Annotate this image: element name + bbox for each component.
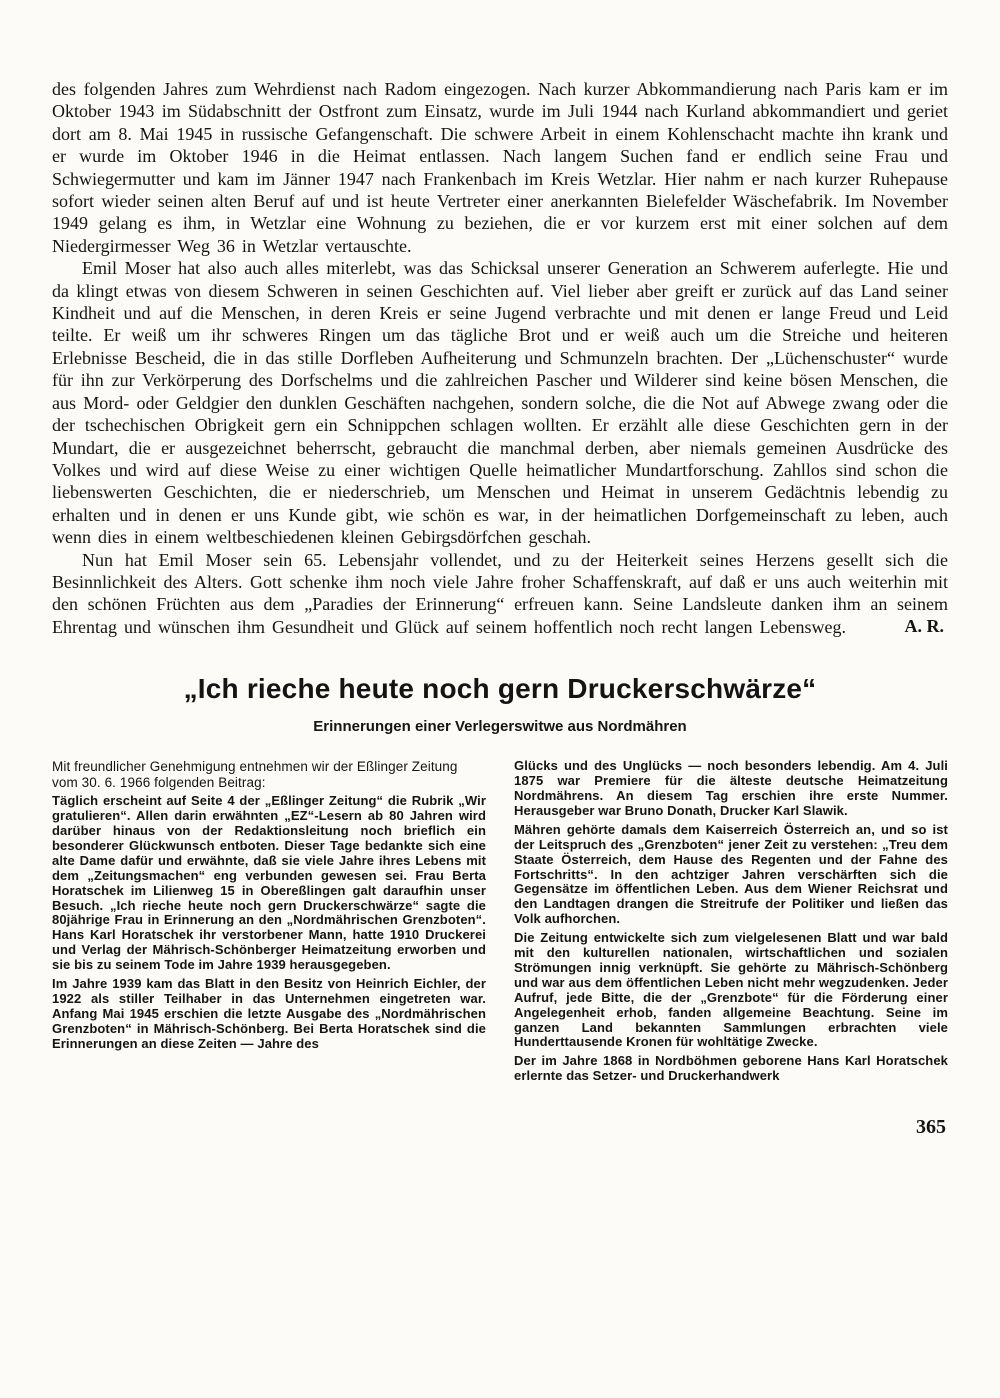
top-article-paragraph-1: des folgenden Jahres zum Wehrdienst nach Radom eingezogen. Nach kurzer Abkommandierung nach Paris kam er im Oktober 1943 im Südabschnitt der Ostfront zum Einsatz, wurde im Juli 1944 nach Kurland abkommandiert und geriet dort am 8. Mai 1945 in russische Gefangenschaft. Die schwere Arbeit in einem Kohlenschacht machte ihn krank und er wurde im Oktober 1946 in die Heimat entlassen. Nach langem Suchen fand er endlich seine Frau und Schwiegermutter und kam im Jänner 1947 nach Frankenbach im Kreis Wetzlar. Hier nahm er nach kurzer Ruhepause sofort wieder seinen alten Beruf auf und ist heute Vertreter einer anerkannten Bielefelder Wäschefabrik. Im November 1949 gelang es ihm, in Wetzlar eine Wohnung zu beziehen, die er vor kurzem erst mit einer solchen auf dem Niedergirmesser Weg 36 in Wetzlar vertauschte. bbox=[52, 79, 948, 256]
right-column bbox=[514, 759, 948, 1088]
editorial-intro-note: Mit freundlicher Genehmigung entnehmen wir der Eßlinger Zeitung vom 30. 6. 1966 folgenden Beitrag: bbox=[52, 759, 458, 790]
right-column-paragraph-3: Die Zeitung entwickelte sich zum vielgelesenen Blatt und war bald mit den kulturellen nationalen, wirtschaftlichen und sozialen Strömungen innig verknüpft. Sie gehörte zu Mährisch-Schönberg und war aus dem öffentlichen Leben nicht mehr wegzudenken. Jeder Aufruf, jede Bitte, die der „Grenzbote“ für die Förderung einer Angelegenheit erhob, fanden allgemeine Beachtung. Seine im ganzen Land bekannten Sammlungen erbrachten viele Hunderttausende Kronen für wohltätige Zwecke. bbox=[514, 930, 948, 1050]
article-subtitle: Erinnerungen einer Verlegerswitwe aus Nordmähren bbox=[313, 718, 687, 736]
author-initials: A. R. bbox=[904, 616, 944, 637]
top-article bbox=[52, 78, 948, 638]
left-column-paragraph-2: Im Jahre 1939 kam das Blatt in den Besitz von Heinrich Eichler, der 1922 als stiller Teilhaber in das Unternehmen eingetreten war. Anfang Mai 1945 erschien die letzte Ausgabe des „Nordmährischen Grenzboten“ in Mährisch-Schönberg. Bei Berta Horatschek sind die Erinnerungen an diese Zeiten — Jahre des bbox=[52, 976, 486, 1051]
left-column bbox=[52, 759, 486, 1088]
two-column-section bbox=[52, 759, 948, 1088]
page-number: 365 bbox=[916, 1116, 946, 1139]
right-column-paragraph-2: Mähren gehörte damals dem Kaiserreich Österreich an, und so ist der Leitspruch des „Grenzboten“ jener Zeit zu verstehen: „Treu dem Staate Österreich, dem Hause des Regenten und der Fahne des Fortschritts“. In den achtziger Jahren verschärften sich die Gegensätze im öffentlichen Leben. Aus dem Wiener Reichsrat und den Landtagen drangen die Streitrufe der Politiker und ließen das Volk aufhorchen. bbox=[514, 821, 948, 927]
top-article-paragraph-3: Nun hat Emil Moser sein 65. Lebensjahr vollendet, und zu der Heiterkeit seines Herzens gesellt sich die Besinnlichkeit des Alters. Gott schenke ihm noch viele Jahre froher Schaffenskraft, auf daß er uns auch weiterhin mit den schönen Früchten aus dem „Paradies der Erinnerung“ erfreuen kann. Seine Landsleute danken ihm an seinem Ehrentag und wünschen ihm Gesundheit und Glück auf seinem hoffentlich noch recht langen Lebensweg. bbox=[52, 549, 948, 637]
top-article-paragraph-2: Emil Moser hat also auch alles miterlebt, was das Schicksal unserer Generation an Schwerem auferlegte. Hie und da klingt etwas von diesem Schweren in seinen Geschichten auf. Viel lieber aber greift er zurück auf das Land seiner Kindheit und auf die Menschen, in deren Kreis er seine Jugend verbrachte und mit denen er lange Freud und Leid teilte. Er weiß um ihr schweres Ringen um das tägliche Brot und er weiß auch um die Streiche und heiteren Erlebnisse Bescheid, die in das stille Dorfleben Aufheiterung und Schmunzeln brachten. Der „Lüchenschuster“ wurde für ihn zur Verkörperung des Dorfschelms und die zahlreichen Pascher und Wilderer sind keine bösen Menschen, die aus Mord- oder Geldgier den dunklen Geschäften nachgehen, sondern solche, die die Not auf Abwege zwang oder die der tschechischen Obrigkeit gern ein Schnippchen schlagen wollten. Er erzählt alle diese Geschichten gern in der Mundart, die er ausgezeichnet beherrscht, gebraucht die manchmal derben, aber niemals gemeinen Ausdrücke des Volkes und wird auf diese Weise zu einer wichtigen Quelle heimatlicher Mundartforschung. Zahllos sind schon die liebenswerten Geschichten, die er niederschrieb, um Menschen und Heimat in unserem Gedächtnis lebendig zu erhalten und in denen er uns Kunde gibt, wie schön es war, in der heimatlichen Dorfgemeinschaft zu leben, auch wenn dies in einem weltbeschiedenen kleinen Gebirgsdörfchen geschah. bbox=[52, 258, 948, 548]
right-column-paragraph-4: Der im Jahre 1868 in Nordböhmen geborene Hans Karl Horatschek erlernte das Setzer- und Druckerhandwerk bbox=[514, 1053, 948, 1084]
left-column-paragraph-1: Täglich erscheint auf Seite 4 der „Eßlinger Zeitung“ die Rubrik „Wir gratulieren“. Allen darin erwähnten „EZ“-Lesern ab 80 Jahren wird darüber hinaus von der Redaktionsleitung noch brieflich ein besonderer Glückwunsch entboten. Dieser Tage bedankte sich eine alte Dame dafür und erwähnte, daß sie viele Jahre ihres Lebens mit dem „Zeitungsmachen“ eng verbunden gewesen sei. Frau Berta Horatschek im Lilienweg 15 in Obereßlingen galt daraufhin unser Besuch. „Ich rieche heute noch gern Druckerschwärze“ sagte die 80jährige Frau in Erinnerung an den „Nordmährischen Grenzboten“. Hans Karl Horatschek ihr verstorbener Mann, hatte 1910 Druckerei und Verlag der Mährisch-Schönberger Heimatzeitung erworben und sie bis zu seinem Tode im Jahre 1939 herausgegeben. bbox=[52, 793, 486, 973]
article-title: „Ich rieche heute noch gern Druckerschwärze“ bbox=[183, 673, 817, 705]
right-column-paragraph-1: Glücks und des Unglücks — noch besonders lebendig. Am 4. Juli 1875 war Premiere für die älteste deutsche Heimatzeitung Nordmährens. An diesem Tag erschien ihre erste Nummer. Herausgeber war Bruno Donath, Drucker Karl Slawik. bbox=[514, 758, 948, 818]
